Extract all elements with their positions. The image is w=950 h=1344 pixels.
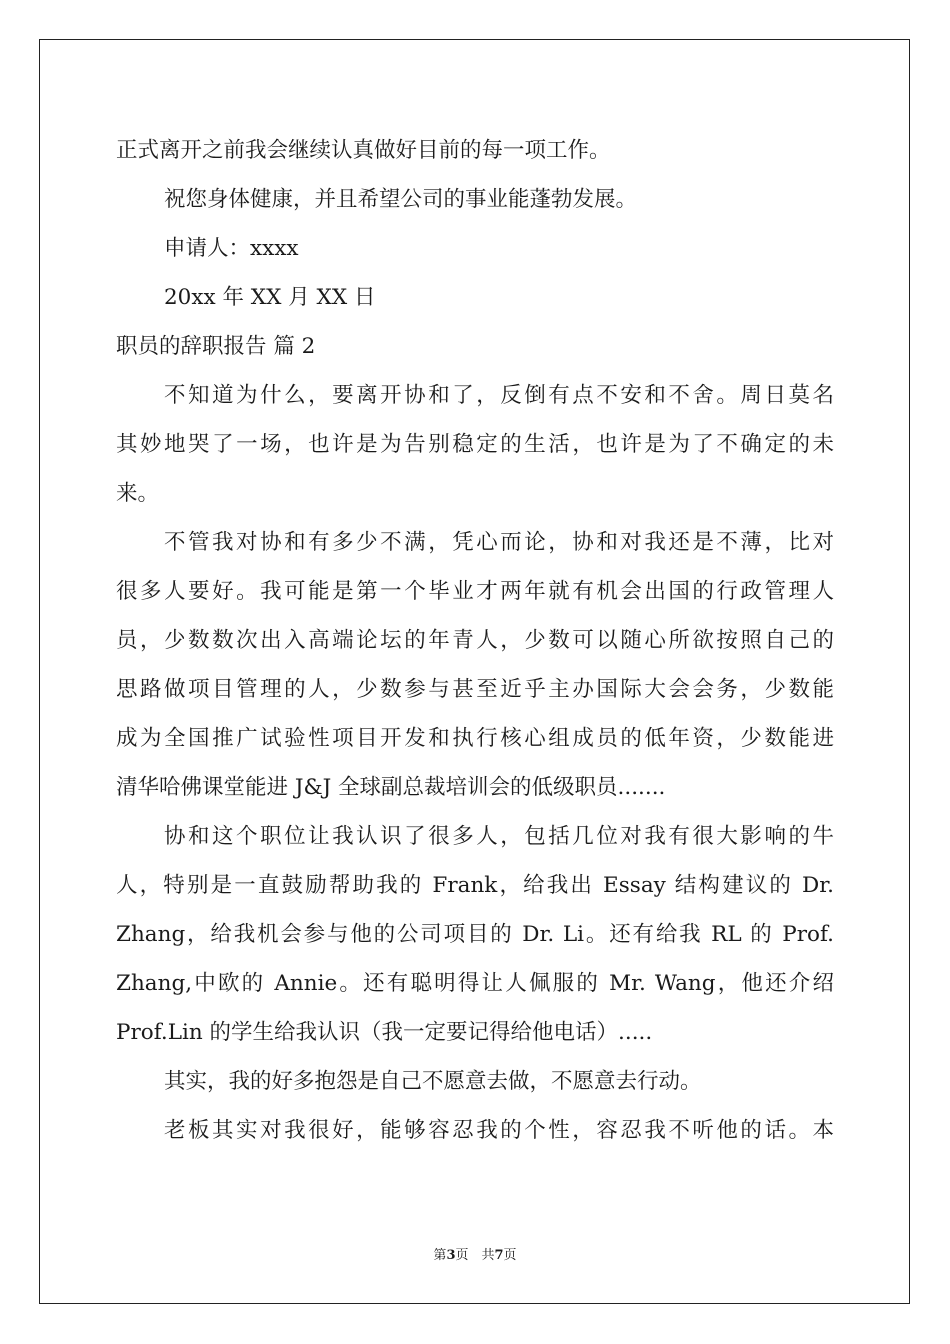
document-body bbox=[116, 126, 834, 1155]
text-line: 清华哈佛课堂能进 J&J 全球副总裁培训会的低级职员....... bbox=[116, 775, 666, 800]
text-line: 其妙地哭了一场，也许是为告别稳定的生活，也许是为了不确定的未 bbox=[116, 432, 834, 457]
text-line: Zhang,中欧的 Annie。还有聪明得让人佩服的 Mr. Wang，他还介绍 bbox=[116, 971, 834, 996]
text-line: 其实，我的好多抱怨是自己不愿意去做，不愿意去行动。 bbox=[164, 1069, 702, 1094]
footer-mid: 页 共 bbox=[455, 1248, 495, 1263]
text-line: 思路做项目管理的人，少数参与甚至近乎主办国际大会会务，少数能 bbox=[116, 677, 834, 702]
text-line: 不管我对协和有多少不满，凭心而论，协和对我还是不薄，比对 bbox=[164, 530, 834, 555]
text-line: Prof.Lin 的学生给我认识（我一定要记得给他电话）..... bbox=[116, 1020, 653, 1045]
text-line: 不知道为什么，要离开协和了，反倒有点不安和不舍。周日莫名 bbox=[164, 383, 834, 408]
text-line: 协和这个职位让我认识了很多人，包括几位对我有很大影响的牛 bbox=[164, 824, 834, 849]
text-line: 人，特别是一直鼓励帮助我的 Frank，给我出 Essay 结构建议的 Dr. bbox=[116, 873, 834, 898]
text-line: 职员的辞职报告 篇 2 bbox=[116, 334, 316, 359]
text-line: 员，少数数次出入高端论坛的年青人，少数可以随心所欲按照自己的 bbox=[116, 628, 834, 653]
text-line: 正式离开之前我会继续认真做好目前的每一项工作。 bbox=[116, 138, 611, 163]
text-line: 20xx 年 XX 月 XX 日 bbox=[164, 285, 376, 310]
total-page-count: 7 bbox=[494, 1248, 504, 1263]
text-line: Zhang，给我机会参与他的公司项目的 Dr. Li。还有给我 RL 的 Prof. bbox=[116, 922, 834, 947]
page-footer bbox=[0, 1246, 950, 1266]
text-line: 祝您身体健康，并且希望公司的事业能蓬勃发展。 bbox=[164, 187, 638, 212]
text-line: 老板其实对我很好，能够容忍我的个性，容忍我不听他的话。本 bbox=[164, 1118, 834, 1143]
text-line: 来。 bbox=[116, 481, 160, 506]
current-page-number: 3 bbox=[446, 1248, 456, 1263]
text-line: 成为全国推广试验性项目开发和执行核心组成员的低年资，少数能进 bbox=[116, 726, 834, 751]
footer-suffix: 页 bbox=[503, 1248, 517, 1263]
footer-prefix: 第 bbox=[433, 1248, 447, 1263]
text-line: 很多人要好。我可能是第一个毕业才两年就有机会出国的行政管理人 bbox=[116, 579, 834, 604]
text-line: 申请人：xxxx bbox=[164, 236, 299, 261]
